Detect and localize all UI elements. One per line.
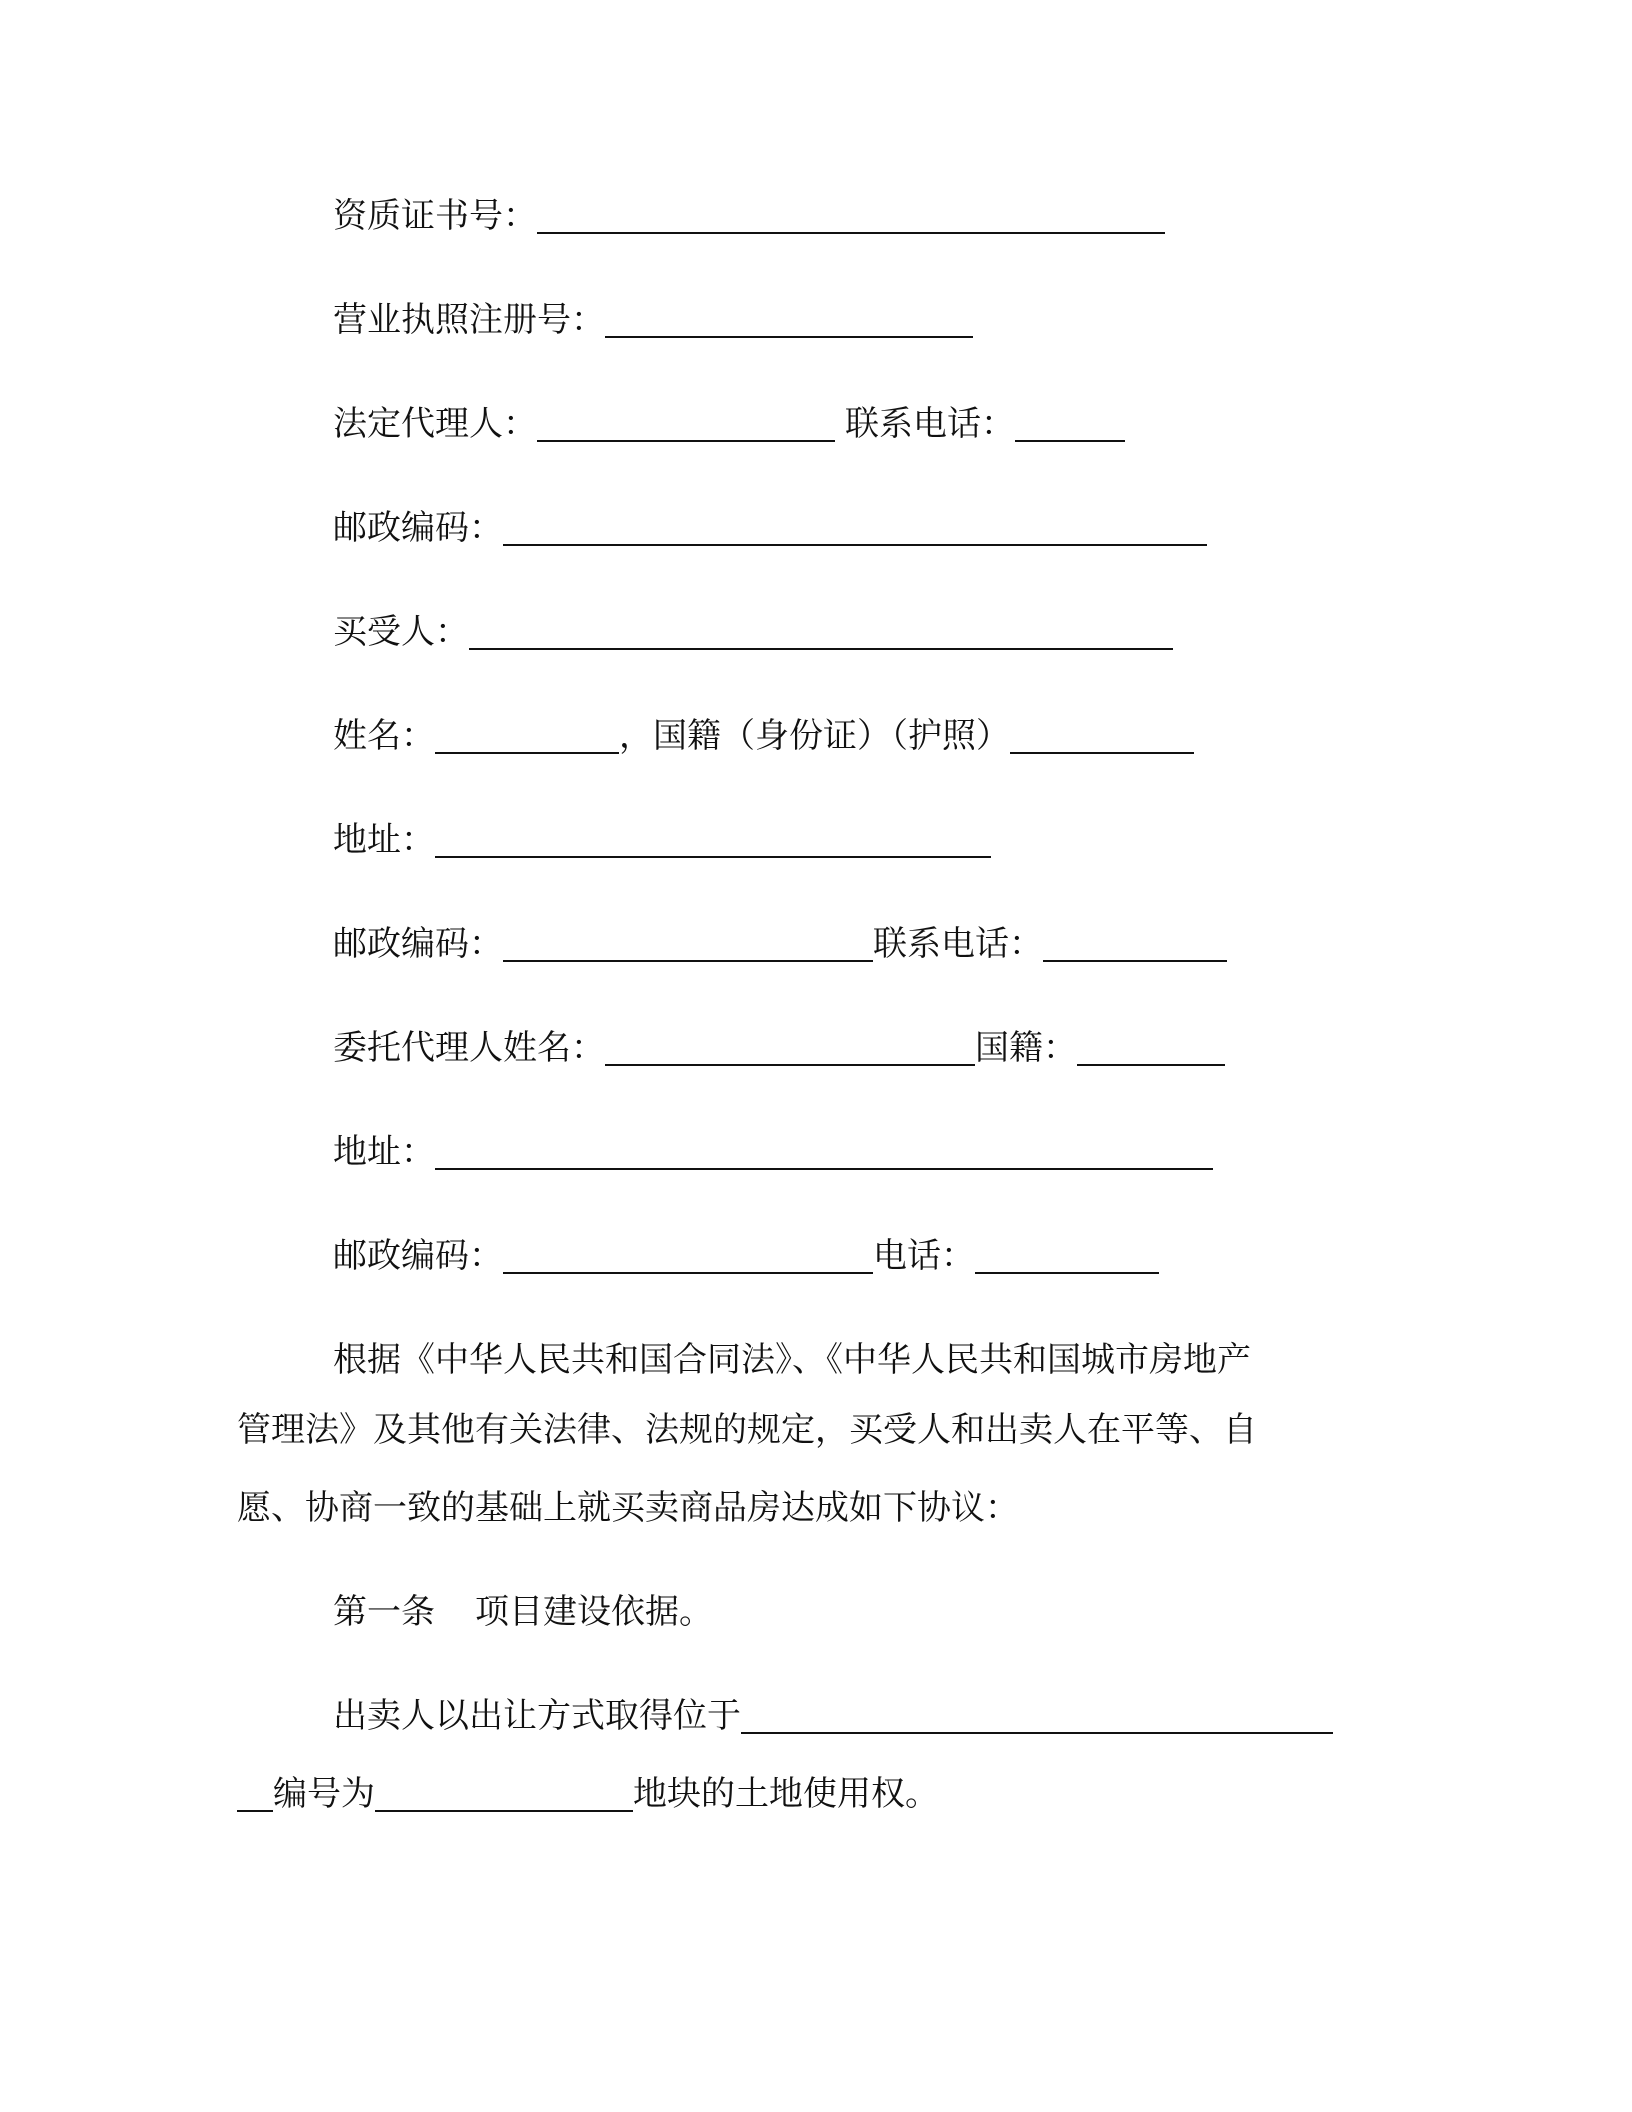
article-1-number: 第一条 <box>333 1592 435 1632</box>
legal-agent-label: 法定代理人： <box>333 404 537 444</box>
buyer-postcode-label: 邮政编码： <box>333 924 503 964</box>
buyer-label: 买受人： <box>333 612 469 652</box>
legal-phone-label: 联系电话： <box>845 404 1015 444</box>
buyer-postcode-blank[interactable] <box>503 920 873 962</box>
land-location-blank[interactable] <box>741 1692 1333 1734</box>
cert-number-blank[interactable] <box>537 192 1165 234</box>
agent-address-blank[interactable] <box>435 1128 1213 1170</box>
buyer-nationality-blank[interactable] <box>1010 712 1194 754</box>
seller-postcode-label: 邮政编码： <box>333 508 503 548</box>
agent-nationality-label: 国籍： <box>975 1028 1077 1068</box>
agent-phone-blank[interactable] <box>975 1232 1159 1274</box>
buyer-name-blank[interactable] <box>435 712 619 754</box>
seller-postcode-blank[interactable] <box>503 504 1207 546</box>
legal-phone-blank[interactable] <box>1015 400 1125 442</box>
buyer-name-row <box>333 708 1194 764</box>
paragraph-2-line-1 <box>333 1688 1333 1744</box>
license-number-row <box>333 292 973 348</box>
paragraph-1-line-2: 管理法》及其他有关法律、法规的规定，买受人和出卖人在平等、自 <box>237 1410 1257 1450</box>
agent-postcode-row <box>333 1228 1159 1284</box>
buyer-name-label: 姓名： <box>333 716 435 756</box>
buyer-phone-blank[interactable] <box>1043 920 1227 962</box>
agent-name-blank[interactable] <box>605 1024 975 1066</box>
paragraph-2-line-2 <box>237 1766 939 1822</box>
buyer-row <box>333 604 1173 660</box>
article-1-title: 项目建设依据。 <box>475 1592 713 1632</box>
legal-agent-row <box>333 396 1125 452</box>
agent-name-label: 委托代理人姓名： <box>333 1028 605 1068</box>
paragraph-2-text-3: 地块的土地使用权。 <box>633 1774 939 1814</box>
buyer-nationality-label: ，国籍（身份证）（护照） <box>619 716 1010 756</box>
buyer-phone-label: 联系电话： <box>873 924 1043 964</box>
article-1-heading <box>333 1584 713 1640</box>
paragraph-2-text-2: 编号为 <box>273 1774 375 1814</box>
paragraph-1-line-1: 根据《中华人民共和国合同法》、《中华人民共和国城市房地产 <box>333 1340 1251 1380</box>
parcel-number-blank[interactable] <box>375 1770 633 1812</box>
buyer-postcode-row <box>333 916 1227 972</box>
buyer-blank[interactable] <box>469 608 1173 650</box>
buyer-address-label: 地址： <box>333 820 435 860</box>
agent-postcode-label: 邮政编码： <box>333 1236 503 1276</box>
buyer-address-blank[interactable] <box>435 816 991 858</box>
license-number-label: 营业执照注册号： <box>333 300 605 340</box>
paragraph-1-line-3: 愿、协商一致的基础上就买卖商品房达成如下协议： <box>237 1488 1019 1528</box>
cert-number-row <box>333 188 1165 244</box>
agent-address-row <box>333 1124 1213 1180</box>
land-location-continued-blank[interactable] <box>237 1770 273 1812</box>
cert-number-label: 资质证书号： <box>333 196 537 236</box>
legal-agent-blank[interactable] <box>537 400 835 442</box>
agent-postcode-blank[interactable] <box>503 1232 873 1274</box>
agent-address-label: 地址： <box>333 1132 435 1172</box>
agent-phone-label: 电话： <box>873 1236 975 1276</box>
agent-name-row <box>333 1020 1225 1076</box>
buyer-address-row <box>333 812 991 868</box>
agent-nationality-blank[interactable] <box>1077 1024 1225 1066</box>
paragraph-2-text-1: 出卖人以出让方式取得位于 <box>333 1696 741 1736</box>
license-number-blank[interactable] <box>605 296 973 338</box>
seller-postcode-row <box>333 500 1207 556</box>
